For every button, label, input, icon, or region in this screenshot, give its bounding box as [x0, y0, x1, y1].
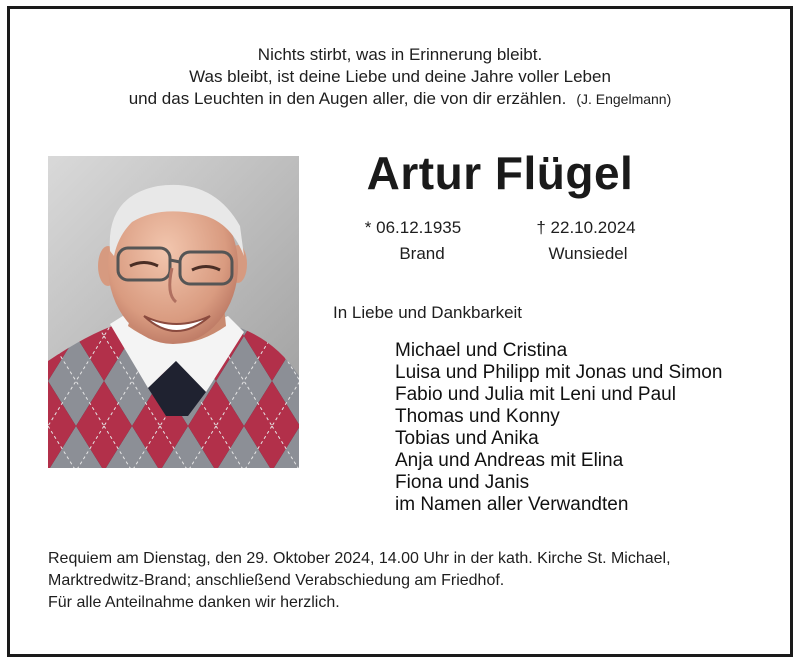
death-place: Wunsiedel	[548, 244, 628, 263]
death-date: † 22.10.2024	[536, 218, 636, 237]
thanks-line: Für alle Anteilnahme danken wir herzlich.	[48, 594, 340, 611]
poem-line-2: Was bleibt, ist deine Liebe und deine Jahre voller Leben	[189, 67, 611, 86]
birth-place: Brand	[399, 244, 445, 263]
portrait-photo	[48, 156, 299, 468]
mourner-entry: Fiona und Janis	[395, 472, 530, 493]
deceased-name: Artur Flügel	[366, 147, 634, 199]
poem-line-3	[0, 88, 800, 110]
mourner-entry: Tobias und Anika	[395, 428, 539, 449]
service-line-1: Requiem am Dienstag, den 29. Oktober 2024, 14.00 Uhr in der kath. Kirche St. Michael,	[48, 550, 671, 567]
memorial-poem	[0, 44, 800, 110]
birth-date: * 06.12.1935	[364, 218, 462, 237]
mourner-entry: Thomas und Konny	[395, 406, 560, 427]
poem-line-1: Nichts stirbt, was in Erinnerung bleibt.	[257, 45, 543, 64]
portrait-illustration	[48, 156, 299, 468]
dedication-line: In Liebe und Dankbarkeit	[333, 303, 523, 322]
service-info	[48, 548, 671, 614]
mourner-entry: Fabio und Julia mit Leni und Paul	[395, 384, 676, 405]
mourner-entry: Michael und Cristina	[395, 340, 568, 361]
mourner-entry: im Namen aller Verwandten	[395, 494, 629, 515]
service-line-2: Marktredwitz-Brand; anschließend Verabschiedung am Friedhof.	[48, 572, 505, 589]
poem-line-3-text: und das Leuchten in den Augen aller, die von dir erzählen.	[128, 89, 567, 108]
mourners-list	[395, 340, 722, 516]
mourner-entry: Anja und Andreas mit Elina	[395, 450, 624, 471]
poem-author: (J. Engelmann)	[576, 91, 672, 107]
mourner-entry: Luisa und Philipp mit Jonas und Simon	[395, 362, 723, 383]
